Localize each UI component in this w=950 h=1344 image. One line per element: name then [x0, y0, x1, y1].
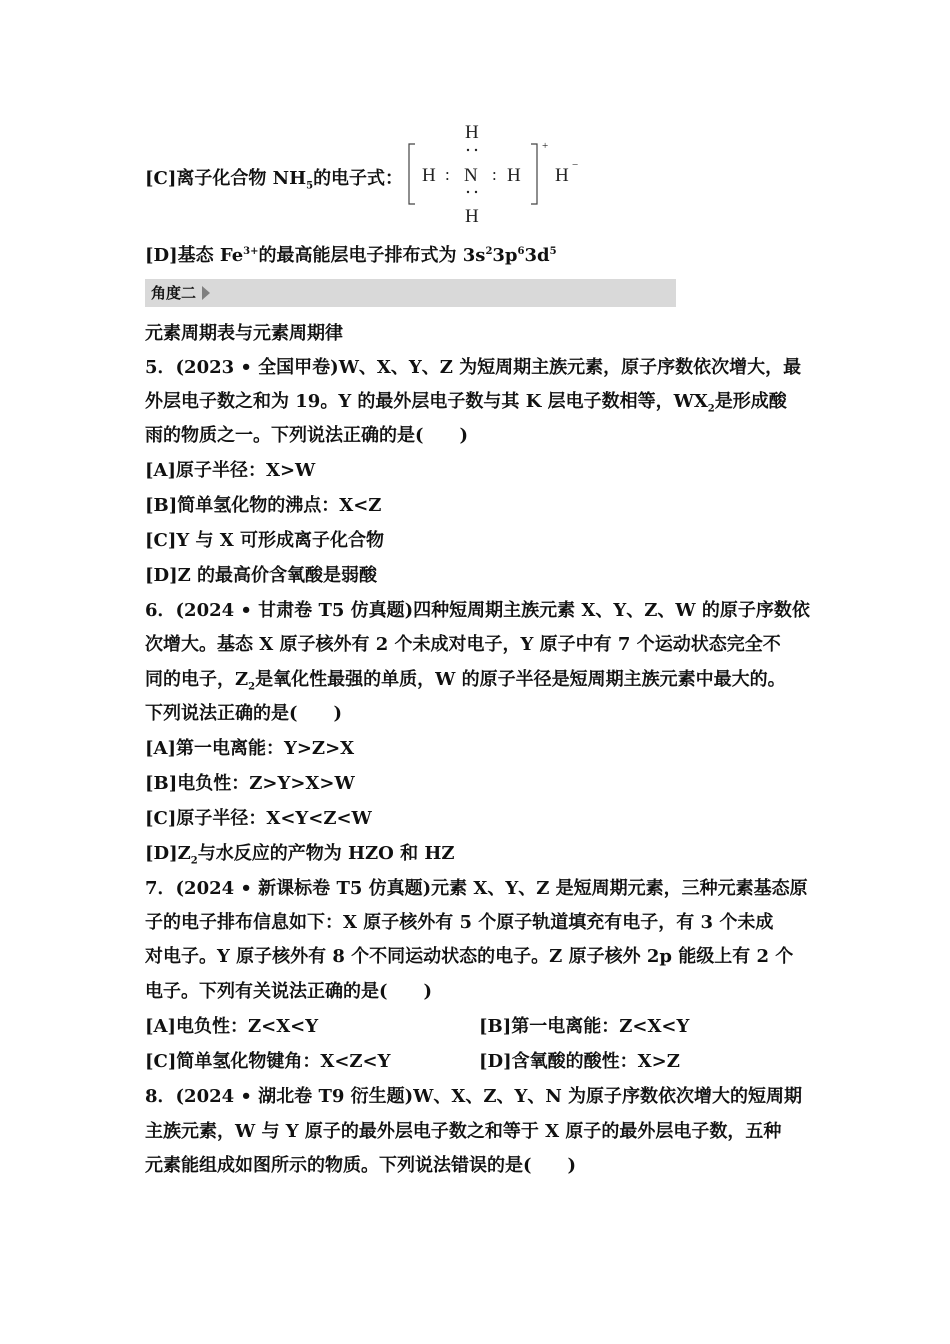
triangle-arrow-icon: [202, 286, 210, 300]
q6-line1: 6．(2024 • 甘肃卷 T5 仿真题)四种短周期主族元素 X、Y、Z、W 的原子序数依: [145, 600, 810, 621]
anion-h: H: [555, 165, 569, 186]
subscript: 2: [707, 403, 715, 415]
left-bracket: [409, 144, 415, 204]
superscript: 3+: [243, 246, 259, 257]
q5-option-a: [A]原子半径：X>W: [145, 460, 316, 481]
q7-option-a: [A]电负性：Z<X<Y: [145, 1016, 319, 1037]
q6-option-b: [B]电负性：Z>Y>X>W: [145, 773, 355, 794]
q6-option-c: [C]原子半径：X<Y<Z<W: [145, 808, 372, 829]
q8-line1: 8．(2024 • 湖北卷 T9 衍生题)W、X、Z、Y、N 为原子序数依次增大的短周期: [145, 1086, 803, 1107]
center-n: N: [464, 165, 478, 186]
q7-line2: 子的电子排布信息如下：X 原子核外有 5 个原子轨道填充有电子，有 3 个未成: [145, 912, 774, 933]
q5-line1: 5．(2023 • 全国甲卷)W、X、Y、Z 为短周期主族元素，原子序数依次增大，最: [145, 357, 802, 378]
q6-option-d-text: [D]Z: [145, 843, 191, 864]
q8-line2: 主族元素，W 与 Y 原子的最外层电子数之和等于 X 原子的最外层电子数，五种: [145, 1121, 782, 1142]
q6-line3-tail: 是氧化性最强的单质，W 的原子半径是短周期主族元素中最大的。: [255, 669, 786, 690]
option-d-mid: 的最高能层电子排布式为 3s: [258, 245, 486, 266]
orbital-d: 3d: [524, 245, 550, 266]
option-d-fe: [145, 244, 557, 268]
subscript: 2: [190, 855, 198, 867]
section-bar-label: 角度二: [151, 284, 197, 302]
q5-option-d: [D]Z 的最高价含氧酸是弱酸: [145, 565, 378, 586]
option-c-text: [C]离子化合物 NH: [145, 168, 307, 189]
q7-option-d: [D]含氧酸的酸性：X>Z: [479, 1051, 680, 1072]
option-d-prefix: [D]基态 Fe: [145, 245, 244, 266]
left-h: H: [422, 165, 436, 186]
q6-line3-text: 同的电子，Z: [145, 669, 249, 690]
option-c-tail: 的电子式：: [313, 168, 404, 189]
subscript: 2: [248, 681, 256, 693]
section-bar: [145, 279, 676, 307]
q6-line3: [145, 668, 786, 692]
top-h: H: [465, 122, 479, 143]
q5-line2-tail: 是形成酸: [714, 391, 787, 412]
q7-line3: 对电子。Y 原子核外有 8 个不同运动状态的电子。Z 原子核外 2p 能级上有 2 个: [145, 946, 794, 967]
right-bracket: [531, 144, 537, 204]
q7-line4: 电子。下列有关说法正确的是( ): [145, 981, 433, 1002]
q5-line2: [145, 390, 787, 414]
q6-line2: 次增大。基态 X 原子核外有 2 个未成对电子，Y 原子中有 7 个运动状态完全不: [145, 634, 781, 655]
cation-charge: +: [542, 140, 549, 152]
superscript: 5: [549, 246, 557, 257]
subscript: 5: [306, 180, 314, 192]
right-h: H: [507, 165, 521, 186]
colon-left: :: [445, 165, 450, 184]
q7-line1: 7．(2024 • 新课标卷 T5 仿真题)元素 X、Y、Z 是短周期元素，三种元素基态原: [145, 878, 808, 899]
q5-option-b: [B]简单氢化物的沸点：X<Z: [145, 495, 382, 516]
option-c-nh5: [145, 167, 403, 191]
q6-option-d-tail: 与水反应的产物为 HZO 和 HZ: [197, 843, 455, 864]
lewis-structure-nh4-h: [405, 118, 595, 230]
q5-line2-text: 外层电子数之和为 19。Y 的最外层电子数与其 K 层电子数相等，WX: [145, 391, 708, 412]
superscript: 2: [485, 246, 493, 257]
anion-charge: −: [572, 159, 579, 171]
section-title: 元素周期表与元素周期律: [145, 323, 343, 344]
q7-option-c: [C]简单氢化物键角：X<Z<Y: [145, 1051, 391, 1072]
q5-line3: 雨的物质之一。下列说法正确的是( ): [145, 425, 469, 446]
superscript: 6: [517, 246, 525, 257]
bottom-h: H: [465, 206, 479, 227]
q6-line4: 下列说法正确的是( ): [145, 703, 343, 724]
colon-right: :: [492, 165, 497, 184]
q6-option-d: [145, 842, 455, 866]
orbital-p: 3p: [492, 245, 518, 266]
q5-option-c: [C]Y 与 X 可形成离子化合物: [145, 530, 384, 551]
q6-option-a: [A]第一电离能：Y>Z>X: [145, 738, 355, 759]
q7-option-b: [B]第一电离能：Z<X<Y: [479, 1016, 690, 1037]
q8-line3: 元素能组成如图所示的物质。下列说法错误的是( ): [145, 1155, 577, 1176]
